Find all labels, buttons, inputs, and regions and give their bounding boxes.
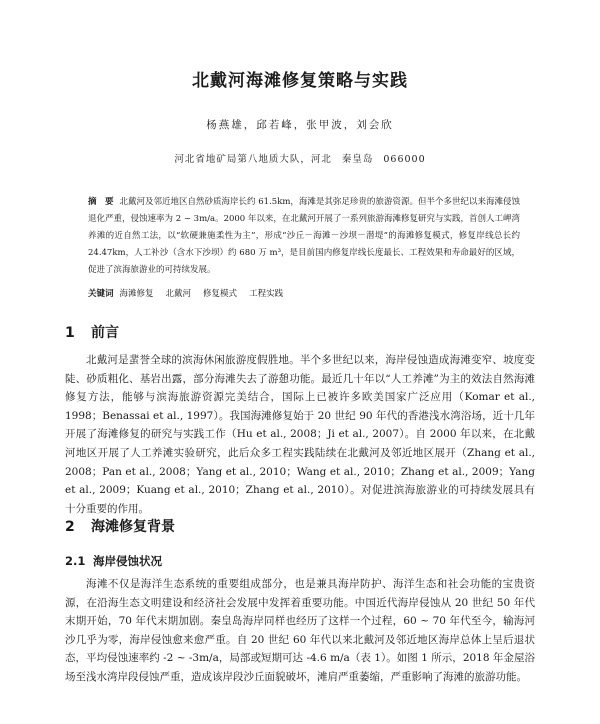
keywords xyxy=(88,287,520,301)
affiliation-org: 河北省地矿局第八地质大队，河北 xyxy=(174,154,332,165)
keyword-item: 海滩修复 xyxy=(119,289,154,299)
keyword-item: 工程实践 xyxy=(249,289,284,299)
subsection-title: 海岸侵蚀状况 xyxy=(93,554,162,568)
keywords-label: 关键词 xyxy=(88,289,114,299)
affiliation-postcode: 066000 xyxy=(383,154,426,165)
abstract-text: 北戴河及邻近地区自然砂质海岸长约 61.5km，海滩是其弥足珍贵的旅游资源。但半个多世纪以来海滩侵蚀退化严重，侵蚀速率为 2 ~ 3m/a。2000 年以来，在北戴河开展了一系列旅游海滩修复研究与实践，首创人工岬湾养滩的近自然工法，以“软硬兼施柔性为主”，形成“沙丘－海滩－沙坝－潜堤”的海滩修复模式，修复岸线总长约 24.47km，人工补沙（含水下沙坝）约 680 万 m³，是目前国内修复岸线长度最长、工程效果和寿命最好的区域，促进了滨海旅游业的可持续发展。 xyxy=(88,197,520,275)
keyword-item: 修复模式 xyxy=(203,289,238,299)
section-title: 海滩修复背景 xyxy=(91,519,175,535)
subsection-number: 2.1 xyxy=(65,554,86,568)
section-number: 2 xyxy=(65,519,75,535)
paper-title: 北戴河海滩修复策略与实践 xyxy=(192,71,408,91)
section-number: 1 xyxy=(65,325,75,341)
paragraph: 北戴河是蜚誉全球的滨海休闲旅游度假胜地。半个多世纪以来，海岸侵蚀造成海滩变窄、坡度变陡、砂质粗化、基岩出露，部分海滩失去了游憩功能。最近几十年以“人工养滩”为主的效法自然海滩修复方法，能够与滨海旅游资源完美结合，国际上已被许多欧美国家广泛应用（Komar et al., 1998；Benassai et al., 1997）。我国海滩修复始于 20 世纪 90 年代的香港浅水湾浴场，近十几年开展了海滩修复的研究与实践工作（Hu et al., 2008；Ji et al., 2007）。自 2000 年以来，在北戴河地区开展了人工养滩实验研究，此后众多工程实践陆续在北戴河及邻近地区展开（Zhang et al., 2008；Pan et al., 2008；Yang et al., 2010；Wang et al., 2010；Zhang et al., 2009；Yang et al., 2009；Kuang et al., 2010；Zhang et al., 2010）。对促进滨海旅游业的可持续发展具有十分重要的作用。 xyxy=(65,354,535,515)
author-list: 杨燕雄，邱若峰，张甲波，刘会欣 xyxy=(206,119,394,131)
abstract-label: 摘 要 xyxy=(88,197,114,207)
keyword-item: 北戴河 xyxy=(165,289,192,299)
paragraph: 海滩不仅是海洋生态系统的重要组成部分，也是兼具海岸防护、海洋生态和社会功能的宝贵资源，在沿海生态文明建设和经济社会发展中发挥着重要功能。中国近代海岸侵蚀从 20 世纪 50 年代末期开始，70 年代末期加剧。秦皇岛海岸同样也经历了这样一个过程，60 ~ 70 年代至今，输海河沙几乎为零，海岸侵蚀愈来愈严重。自 20 世纪 60 年代以来北戴河及邻近地区海岸总体上呈后退状态，平均侵蚀速率约 -2 ~ -3m/a，局部或短期可达 -4.6 m/a（表 1）。如图 1 所示，2018 年金屋浴场至浅水湾岸段侵蚀严重，造成该岸段沙丘面貌破坏，滩肩严重萎缩，严重影响了海滩的旅游功能。 xyxy=(65,578,535,683)
abstract xyxy=(88,194,520,279)
section-heading xyxy=(65,322,119,342)
section-heading xyxy=(65,516,175,536)
affiliation-city: 秦皇岛 xyxy=(341,154,374,165)
subsection-heading xyxy=(65,553,162,569)
section-title: 前言 xyxy=(91,325,119,341)
affiliation xyxy=(0,151,600,165)
